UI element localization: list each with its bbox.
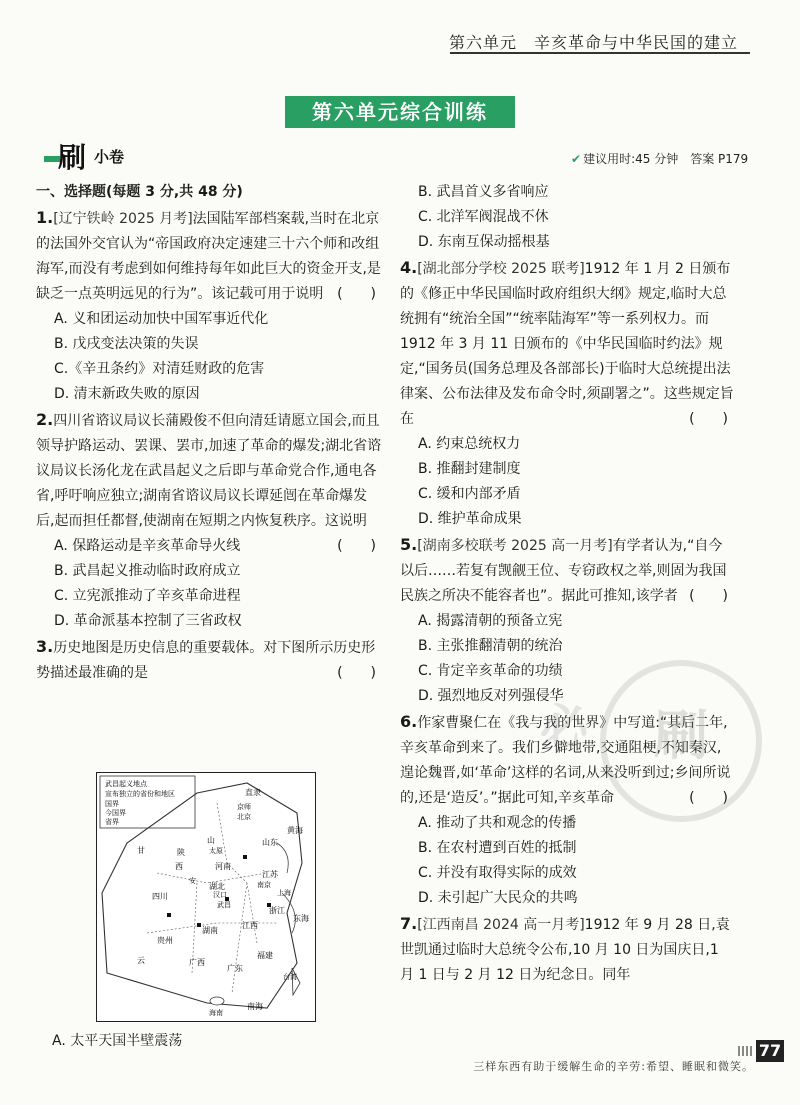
option[interactable]: B. 推翻封建制度 (418, 461, 521, 477)
question-stem: 有学者认为,“自今以后……若复有觊觎王位、专窃政权之举,则固为我国民族之所决不能容者也”。据此可推知,该学者 (400, 538, 727, 604)
question-7 (400, 911, 734, 988)
legend-item-province-border: 省界 (105, 818, 119, 826)
question-number: 6. (400, 712, 418, 731)
map-label: 海南 (209, 1009, 223, 1017)
option[interactable]: B. 武昌首义多省响应 (418, 184, 549, 200)
map-label: 湖北 (209, 882, 225, 891)
section-heading: 一、选择题(每题 3 分,共 48 分) (36, 184, 243, 200)
legend-item-border: 国界 (105, 800, 119, 808)
option[interactable]: D. 东南互保动摇根基 (418, 234, 550, 250)
option[interactable]: C. 肯定辛亥革命的功绩 (418, 663, 563, 679)
unit-title: 第六单元 辛亥革命与中华民国的建立 (448, 33, 738, 52)
hainan-shape (210, 997, 224, 1005)
map-label: 广东 (227, 964, 243, 973)
map-label: 汉口 (213, 891, 227, 899)
option[interactable]: C.《辛丑条约》对清廷财政的危害 (54, 361, 265, 377)
option[interactable]: A. 揭露清朝的预备立宪 (418, 613, 563, 629)
option[interactable]: A. 约束总统权力 (418, 436, 521, 452)
map-label: 上海 (277, 889, 291, 897)
independent-marker (167, 913, 171, 917)
option[interactable]: D. 维护革命成果 (418, 511, 522, 527)
map-label: 南京 (257, 881, 271, 889)
option[interactable]: D. 清末新政失败的原因 (54, 386, 200, 402)
brand-logo (44, 136, 164, 172)
question-stem: 作家曹聚仁在《我与我的世界》中写道:“其后二年,辛亥革命到来了。我们乡僻地带,交通阻梗,不知秦汉,遑论魏晋,如‘革命’这样的名词,从来没听到过;乡间所说的,还是‘造反’。”据此可知,辛亥革命 (400, 715, 731, 806)
option[interactable]: C. 立宪派推动了辛亥革命进程 (54, 588, 241, 604)
map-label: 贵州 (157, 936, 173, 945)
question-number: 1. (36, 208, 54, 227)
answer-bracket[interactable]: ( ) (337, 286, 376, 302)
option[interactable]: B. 在农村遭到百姓的抵制 (418, 840, 577, 856)
page-footer (0, 1040, 800, 1100)
footer-dots (738, 1046, 754, 1056)
map-label: 福建 (257, 951, 273, 960)
question-stem: 四川省谘议局议长蒲殿俊不但向清廷请愿立国会,而且领导护路运动、罢课、罢市,加速了革命的爆发;湖北省谘议局议长汤化龙在武昌起义之后即与革命党合作,通电各省,呼吁响应独立;湖南省谘议局议长谭延闿在革命爆发后,起而担任都督,使湖南在短期之内恢复秩序。这说明 (36, 413, 382, 529)
map-label: 东海 (293, 914, 309, 923)
answer-bracket[interactable]: ( ) (689, 411, 728, 427)
map-label: 安 (189, 877, 196, 885)
answer-bracket[interactable]: ( ) (689, 790, 728, 806)
map-svg (97, 773, 315, 1021)
map-label: 江西 (242, 921, 258, 930)
exam-meta (571, 150, 748, 167)
map-label: 台湾 (283, 973, 297, 981)
map-label: 河南 (215, 862, 231, 871)
option[interactable]: C. 缓和内部矛盾 (418, 486, 521, 502)
independent-marker (243, 855, 247, 859)
option[interactable]: B. 武昌起义推动临时政府成立 (54, 563, 241, 579)
check-icon: ✔ (571, 152, 582, 166)
map-label: 太原 (209, 847, 223, 855)
legend-item-modern-border: 今国界 (105, 809, 126, 817)
map-label: 山 (207, 836, 215, 845)
question-4 (400, 255, 734, 432)
map-label: 四川 (152, 892, 168, 901)
option[interactable]: D. 革命派基本控制了三省政权 (54, 613, 242, 629)
question-3 (36, 634, 382, 686)
map-label: 甘 (137, 846, 145, 855)
answer-bracket[interactable]: ( ) (337, 665, 376, 681)
logo-big-char: 刷 (58, 141, 87, 174)
map-label: 黄海 (287, 826, 303, 835)
map-caption-option-a[interactable]: A. 太平天国半壁震荡 (52, 1033, 183, 1049)
map-label: 直隶 (245, 788, 261, 797)
running-header (0, 30, 800, 86)
question-stem: 历史地图是历史信息的重要载体。对下图所示历史形势描述最准确的是 (36, 640, 376, 681)
map-label: 湖南 (202, 926, 218, 935)
answer-page: 答案 P179 (690, 152, 749, 166)
legend-item-uprising: 武昌起义地点 (105, 780, 147, 788)
map-label: 京师 (237, 803, 251, 811)
map-label: 武昌 (217, 901, 231, 909)
watermark-seal: 刷 (600, 660, 762, 822)
map-label: 北京 (237, 813, 251, 821)
suggested-time: 建议用时:45 分钟 (583, 152, 679, 166)
question-source-tag: [湖北部分学校 2025 联考] (417, 261, 585, 277)
watermark-side-char: 必 (540, 699, 589, 755)
question-stem: 法国陆军部档案载,当时在北京的法国外交官认为“帝国政府决定速建三十六个师和改组海军,而没有考虑到如何维持每年如此巨大的资金开支,是缺乏一点英明远见的行为”。该记载可用于说明 (36, 211, 381, 302)
legend-item-independent: 宣布独立的省份和地区 (105, 790, 175, 798)
question-source-tag: [江西南昌 2024 高一月考] (417, 917, 585, 933)
option[interactable]: A. 推动了共和观念的传播 (418, 815, 577, 831)
footer-slogan: 三样东西有助于缓解生命的辛劳:希望、睡眠和微笑。 (473, 1060, 754, 1073)
option[interactable]: C. 北洋军阀混战不休 (418, 209, 549, 225)
question-1 (36, 205, 382, 307)
option[interactable]: B. 主张推翻清朝的统治 (418, 638, 563, 654)
question-source-tag: [湖南多校联考 2025 高一月考] (417, 538, 613, 554)
page-number: 77 (756, 1040, 784, 1062)
header-rule (450, 52, 750, 54)
question-5 (400, 532, 734, 609)
left-column (36, 180, 382, 686)
map-label: 浙江 (269, 906, 285, 915)
option[interactable]: A. 保路运动是辛亥革命导火线 (54, 538, 241, 554)
historical-map (96, 772, 316, 1022)
answer-bracket[interactable]: ( ) (689, 588, 728, 604)
question-number: 7. (400, 914, 418, 933)
map-label: 陕 (177, 848, 185, 857)
question-number: 4. (400, 258, 418, 277)
question-number: 3. (36, 637, 54, 656)
map-label: 广西 (189, 958, 205, 967)
map-label: 南海 (247, 1002, 263, 1011)
map-label: 山东 (262, 838, 278, 847)
independent-marker (197, 923, 201, 927)
option[interactable]: D. 强烈地反对列强侵华 (418, 688, 564, 704)
answer-bracket[interactable]: ( ) (337, 538, 376, 554)
question-source-tag: [辽宁铁岭 2025 月考] (53, 211, 193, 227)
option[interactable]: D. 未引起广大民众的共鸣 (418, 890, 578, 906)
question-stem: 1912 年 1 月 2 日颁布的《修正中华民国临时政府组织大纲》规定,临时大总统拥有“统治全国”“统率陆海军”等一系列权力。而 1912 年 3 月 11 日颁布的《中华民国临时约法》规定,“国务员(国务总理及各部部长)于临时大总统提出法律案、公布法律及发布命令时,须副署之”。这些规定旨在 (400, 261, 734, 427)
question-stem: 1912 年 9 月 28 日,袁世凯通过临时大总统令公布,10 月 10 日为国庆日,1 月 1 日与 2 月 12 日为纪念日。同年 (400, 917, 730, 983)
option[interactable]: C. 并没有取得实际的成效 (418, 865, 577, 881)
question-number: 5. (400, 535, 418, 554)
option[interactable]: A. 义和团运动加快中国军事近代化 (54, 311, 269, 327)
question-number: 2. (36, 410, 54, 429)
map-label: 西 (175, 862, 183, 871)
map-label: 江苏 (262, 870, 278, 879)
right-column (400, 180, 734, 988)
map-label: 云 (137, 956, 145, 965)
logo-small-text: 小卷 (94, 148, 125, 166)
option[interactable]: B. 戊戌变法决策的失误 (54, 336, 199, 352)
page-title: 第六单元综合训练 (285, 96, 515, 128)
